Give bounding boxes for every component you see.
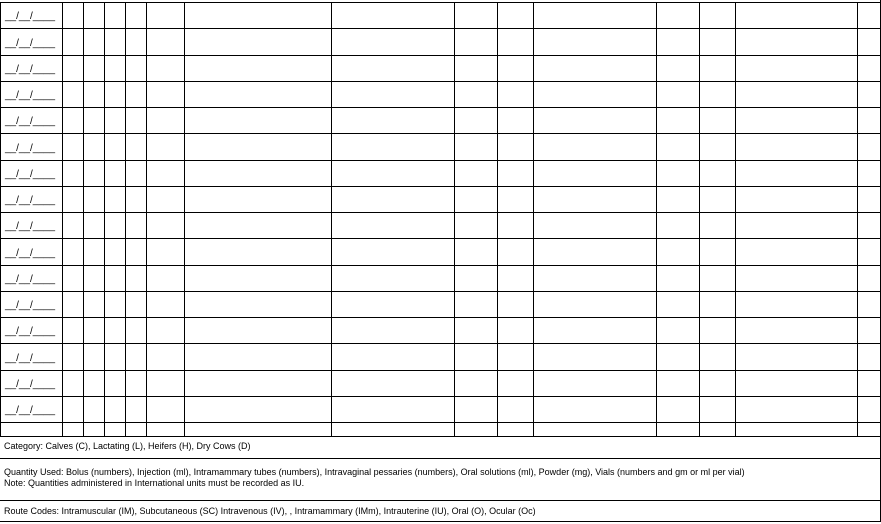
table-cell[interactable] [83, 55, 104, 81]
table-cell[interactable] [699, 2, 735, 28]
table-cell[interactable] [735, 2, 857, 28]
table-cell[interactable] [533, 422, 656, 436]
date-cell[interactable] [0, 291, 62, 317]
table-cell[interactable] [125, 238, 146, 265]
table-cell[interactable] [184, 133, 331, 160]
table-cell[interactable] [104, 81, 125, 107]
table-cell[interactable] [184, 212, 331, 238]
table-cell[interactable] [125, 212, 146, 238]
date-placeholder: __/__/____ [5, 353, 56, 364]
table-cell[interactable] [656, 2, 699, 28]
table-cell[interactable] [104, 160, 125, 186]
table-cell[interactable] [104, 370, 125, 396]
route-codes-text: Route Codes: Intramuscular (IM), Subcutaneous (SC) Intravenous (IV), , Intramammary (IMm), Intrauterine (IU), Oral (O), Ocular (Oc) [4, 506, 536, 516]
table-cell[interactable] [735, 212, 857, 238]
table-cell[interactable] [857, 265, 881, 291]
table-cell[interactable] [125, 422, 146, 436]
table-cell[interactable] [735, 238, 857, 265]
date-placeholder: __/__/____ [5, 221, 56, 232]
table-cell[interactable] [533, 291, 656, 317]
table-cell[interactable] [83, 107, 104, 133]
date-cell[interactable] [0, 2, 62, 28]
date-placeholder: __/__/____ [5, 143, 56, 154]
table-cell[interactable] [104, 396, 125, 422]
table-cell[interactable] [104, 422, 125, 436]
table-cell[interactable] [184, 422, 331, 436]
table-cell[interactable] [125, 160, 146, 186]
table-cell[interactable] [125, 28, 146, 55]
table-cell[interactable] [857, 107, 881, 133]
table-cell[interactable] [331, 28, 454, 55]
table-cell[interactable] [656, 317, 699, 343]
table-cell[interactable] [533, 212, 656, 238]
table-cell[interactable] [497, 160, 533, 186]
table-cell[interactable] [699, 238, 735, 265]
table-cell[interactable] [83, 343, 104, 370]
date-placeholder: __/__/____ [5, 248, 56, 259]
table-cell[interactable] [699, 212, 735, 238]
table-cell[interactable] [735, 186, 857, 212]
date-placeholder: __/__/____ [5, 379, 56, 390]
date-cell[interactable] [0, 212, 62, 238]
table-cell[interactable] [184, 28, 331, 55]
table-cell[interactable] [533, 265, 656, 291]
table-cell[interactable] [656, 396, 699, 422]
table-cell[interactable] [125, 370, 146, 396]
table-cell[interactable] [533, 55, 656, 81]
table-cell[interactable] [497, 343, 533, 370]
table-cell[interactable] [331, 422, 454, 436]
table-cell[interactable] [857, 343, 881, 370]
table-cell[interactable] [656, 107, 699, 133]
table-cell[interactable] [184, 186, 331, 212]
table-cell[interactable] [104, 212, 125, 238]
table-cell[interactable] [184, 81, 331, 107]
table-cell[interactable] [857, 396, 881, 422]
table-cell[interactable] [454, 396, 497, 422]
table-cell[interactable] [454, 133, 497, 160]
table-cell[interactable] [83, 265, 104, 291]
table-cell[interactable] [735, 396, 857, 422]
table-cell[interactable] [454, 107, 497, 133]
table-cell[interactable] [735, 107, 857, 133]
date-cell[interactable] [0, 396, 62, 422]
table-cell[interactable] [497, 370, 533, 396]
table-cell[interactable] [735, 28, 857, 55]
date-cell[interactable] [0, 370, 62, 396]
table-cell[interactable] [83, 212, 104, 238]
table-cell[interactable] [735, 422, 857, 436]
table-cell[interactable] [454, 370, 497, 396]
table-cell[interactable] [125, 81, 146, 107]
table-cell[interactable] [454, 28, 497, 55]
table-cell[interactable] [62, 212, 83, 238]
quantity-note-text: Note: Quantities administered in International units must be recorded as IU. [4, 478, 305, 488]
table-cell[interactable] [104, 107, 125, 133]
table-cell[interactable] [62, 238, 83, 265]
table-cell[interactable] [735, 370, 857, 396]
table-cell[interactable] [125, 265, 146, 291]
table-cell[interactable] [497, 55, 533, 81]
table-cell[interactable] [83, 317, 104, 343]
table-cell[interactable] [331, 2, 454, 28]
table-cell[interactable] [146, 186, 184, 212]
table-cell[interactable] [857, 422, 881, 436]
table-cell[interactable] [83, 186, 104, 212]
table-cell[interactable] [83, 422, 104, 436]
table-cell[interactable] [146, 291, 184, 317]
table-cell[interactable] [83, 160, 104, 186]
table-cell[interactable] [331, 107, 454, 133]
table-cell[interactable] [125, 55, 146, 81]
date-placeholder: __/__/____ [5, 38, 56, 49]
date-placeholder: __/__/____ [5, 90, 56, 101]
table-cell[interactable] [699, 55, 735, 81]
table-cell[interactable] [331, 55, 454, 81]
table-cell[interactable] [699, 396, 735, 422]
bottom-border [0, 521, 881, 522]
table-cell[interactable] [331, 343, 454, 370]
table-cell[interactable] [497, 28, 533, 55]
table-cell[interactable] [146, 317, 184, 343]
table-cell[interactable] [184, 291, 331, 317]
table-cell[interactable] [83, 133, 104, 160]
table-cell[interactable] [125, 107, 146, 133]
table-cell[interactable] [331, 265, 454, 291]
table-cell[interactable] [533, 343, 656, 370]
table-cell[interactable] [454, 422, 497, 436]
table-cell[interactable] [83, 81, 104, 107]
table-cell[interactable] [125, 343, 146, 370]
table-cell[interactable] [656, 28, 699, 55]
table-cell[interactable] [454, 343, 497, 370]
table-cell[interactable] [533, 133, 656, 160]
table-cell[interactable] [184, 265, 331, 291]
table-cell[interactable] [533, 186, 656, 212]
table-cell[interactable] [104, 2, 125, 28]
table-cell[interactable] [857, 55, 881, 81]
table-cell[interactable] [331, 133, 454, 160]
table-cell[interactable] [699, 107, 735, 133]
table-cell[interactable] [533, 160, 656, 186]
table-cell[interactable] [497, 133, 533, 160]
table-cell[interactable] [699, 133, 735, 160]
table-cell[interactable] [454, 317, 497, 343]
table-cell[interactable] [454, 81, 497, 107]
date-placeholder: __/__/____ [5, 169, 56, 180]
table-cell[interactable] [533, 107, 656, 133]
table-cell[interactable] [125, 317, 146, 343]
table-cell[interactable] [104, 265, 125, 291]
table-cell[interactable] [497, 186, 533, 212]
date-placeholder: __/__/____ [5, 405, 56, 416]
table-cell[interactable] [146, 265, 184, 291]
table-cell[interactable] [331, 212, 454, 238]
table-cell[interactable] [857, 2, 881, 28]
table-cell[interactable] [699, 160, 735, 186]
date-cell[interactable] [0, 238, 62, 265]
table-cell[interactable] [104, 28, 125, 55]
table-cell[interactable] [656, 212, 699, 238]
table-cell[interactable] [533, 2, 656, 28]
table-cell[interactable] [454, 160, 497, 186]
table-cell[interactable] [331, 317, 454, 343]
table-cell[interactable] [533, 396, 656, 422]
table-cell[interactable] [656, 55, 699, 81]
table-cell[interactable] [184, 55, 331, 81]
table-cell[interactable] [184, 2, 331, 28]
table-cell[interactable] [104, 317, 125, 343]
category-legend-text: Category: Calves (C), Lactating (L), Heifers (H), Dry Cows (D) [4, 441, 251, 451]
table-cell[interactable] [857, 212, 881, 238]
table-cell[interactable] [62, 107, 83, 133]
table-cell[interactable] [533, 370, 656, 396]
table-cell[interactable] [62, 343, 83, 370]
table-cell[interactable] [331, 238, 454, 265]
table-cell[interactable] [184, 396, 331, 422]
table-cell[interactable] [184, 343, 331, 370]
table-cell[interactable] [735, 55, 857, 81]
table-cell[interactable] [656, 186, 699, 212]
table-cell[interactable] [62, 2, 83, 28]
table-cell[interactable] [735, 265, 857, 291]
table-cell[interactable] [146, 212, 184, 238]
date-cell[interactable] [0, 107, 62, 133]
date-cell[interactable] [0, 81, 62, 107]
table-cell[interactable] [83, 396, 104, 422]
table-cell[interactable] [125, 396, 146, 422]
table-cell[interactable] [454, 265, 497, 291]
table-cell[interactable] [699, 291, 735, 317]
table-cell[interactable] [62, 55, 83, 81]
date-placeholder: __/__/____ [5, 195, 56, 206]
table-cell[interactable] [104, 55, 125, 81]
table-cell[interactable] [184, 370, 331, 396]
table-cell[interactable] [533, 81, 656, 107]
table-cell[interactable] [857, 291, 881, 317]
table-cell[interactable] [699, 343, 735, 370]
table-cell[interactable] [146, 81, 184, 107]
table-cell[interactable] [125, 133, 146, 160]
table-cell[interactable] [699, 422, 735, 436]
quantity-legend [0, 458, 881, 500]
table-cell[interactable] [735, 81, 857, 107]
table-cell[interactable] [699, 186, 735, 212]
table-cell[interactable] [62, 422, 83, 436]
table-cell[interactable] [533, 28, 656, 55]
table-cell[interactable] [146, 422, 184, 436]
table-cell[interactable] [699, 370, 735, 396]
table-cell[interactable] [125, 2, 146, 28]
table-cell[interactable] [62, 133, 83, 160]
table-cell[interactable] [656, 133, 699, 160]
table-cell[interactable] [62, 370, 83, 396]
table-cell[interactable] [497, 265, 533, 291]
table-cell[interactable] [699, 265, 735, 291]
table-cell[interactable] [146, 2, 184, 28]
date-cell[interactable] [0, 133, 62, 160]
table-cell[interactable] [83, 291, 104, 317]
table-cell[interactable] [857, 133, 881, 160]
table-cell[interactable] [184, 107, 331, 133]
table-cell[interactable] [104, 238, 125, 265]
table-cell[interactable] [104, 186, 125, 212]
table-cell[interactable] [331, 81, 454, 107]
table-cell[interactable] [857, 317, 881, 343]
date-cell[interactable] [0, 160, 62, 186]
table-cell[interactable] [656, 238, 699, 265]
date-cell[interactable] [0, 55, 62, 81]
table-cell[interactable] [184, 160, 331, 186]
table-cell[interactable] [125, 291, 146, 317]
table-cell[interactable] [735, 343, 857, 370]
table-cell[interactable] [104, 133, 125, 160]
table-cell[interactable] [656, 291, 699, 317]
table-cell[interactable] [62, 317, 83, 343]
date-cell[interactable] [0, 28, 62, 55]
table-cell[interactable] [146, 238, 184, 265]
table-cell[interactable] [497, 291, 533, 317]
category-legend [0, 436, 881, 458]
table-cell[interactable] [62, 265, 83, 291]
table-cell[interactable] [656, 422, 699, 436]
table-cell[interactable] [104, 343, 125, 370]
table-cell[interactable] [656, 160, 699, 186]
table-cell[interactable] [146, 55, 184, 81]
date-cell[interactable] [0, 317, 62, 343]
table-cell[interactable] [656, 343, 699, 370]
table-cell[interactable] [62, 28, 83, 55]
date-placeholder: __/__/____ [5, 64, 56, 75]
date-cell[interactable] [0, 265, 62, 291]
table-cell[interactable] [857, 160, 881, 186]
date-placeholder: __/__/____ [5, 11, 56, 22]
table-cell[interactable] [656, 265, 699, 291]
date-cell[interactable] [0, 343, 62, 370]
table-cell[interactable] [62, 396, 83, 422]
table-cell[interactable] [497, 422, 533, 436]
table-cell[interactable] [497, 2, 533, 28]
route-codes-legend [0, 500, 881, 522]
table-cell[interactable] [146, 160, 184, 186]
date-placeholder: __/__/____ [5, 300, 56, 311]
table-cell[interactable] [857, 28, 881, 55]
table-cell[interactable] [497, 317, 533, 343]
table-cell[interactable] [184, 238, 331, 265]
table-cell[interactable] [146, 133, 184, 160]
table-cell[interactable] [104, 291, 125, 317]
date-placeholder: __/__/____ [5, 326, 56, 337]
table-cell[interactable] [454, 212, 497, 238]
table-cell[interactable] [533, 317, 656, 343]
date-placeholder: __/__/____ [5, 274, 56, 285]
table-cell[interactable] [146, 343, 184, 370]
table-cell[interactable] [735, 160, 857, 186]
table-cell[interactable] [62, 186, 83, 212]
table-cell[interactable] [83, 238, 104, 265]
table-cell[interactable] [735, 291, 857, 317]
table-cell[interactable] [331, 396, 454, 422]
table-cell[interactable] [497, 212, 533, 238]
date-cell[interactable] [0, 422, 62, 436]
table-cell[interactable] [857, 370, 881, 396]
table-cell[interactable] [331, 186, 454, 212]
table-cell[interactable] [146, 28, 184, 55]
table-cell[interactable] [331, 370, 454, 396]
table-cell[interactable] [497, 81, 533, 107]
table-cell[interactable] [656, 81, 699, 107]
table-cell[interactable] [83, 370, 104, 396]
table-cell[interactable] [83, 28, 104, 55]
table-cell[interactable] [699, 317, 735, 343]
table-cell[interactable] [331, 291, 454, 317]
table-cell[interactable] [125, 186, 146, 212]
table-cell[interactable] [533, 238, 656, 265]
date-placeholder: __/__/____ [5, 116, 56, 127]
table-cell[interactable] [857, 186, 881, 212]
table-cell[interactable] [497, 396, 533, 422]
table-cell[interactable] [454, 238, 497, 265]
table-cell[interactable] [146, 370, 184, 396]
table-cell[interactable] [454, 55, 497, 81]
table-cell[interactable] [857, 238, 881, 265]
table-cell[interactable] [83, 2, 104, 28]
table-cell[interactable] [699, 28, 735, 55]
table-cell[interactable] [454, 2, 497, 28]
date-cell[interactable] [0, 186, 62, 212]
table-cell[interactable] [454, 291, 497, 317]
table-cell[interactable] [62, 81, 83, 107]
table-cell[interactable] [857, 81, 881, 107]
table-cell[interactable] [497, 107, 533, 133]
table-cell[interactable] [146, 107, 184, 133]
table-cell[interactable] [184, 317, 331, 343]
table-cell[interactable] [497, 238, 533, 265]
table-cell[interactable] [331, 160, 454, 186]
table-cell[interactable] [735, 133, 857, 160]
table-cell[interactable] [735, 317, 857, 343]
table-cell[interactable] [656, 370, 699, 396]
table-cell[interactable] [454, 186, 497, 212]
table-cell[interactable] [699, 81, 735, 107]
table-cell[interactable] [146, 396, 184, 422]
table-cell[interactable] [62, 291, 83, 317]
table-cell[interactable] [62, 160, 83, 186]
quantity-used-text: Quantity Used: Bolus (numbers), Injection (ml), Intramammary tubes (numbers), Intravaginal pessaries (numbers), Oral solutions (ml), Powder (mg), Vials (numbers and gm or ml per vial) [4, 467, 745, 477]
